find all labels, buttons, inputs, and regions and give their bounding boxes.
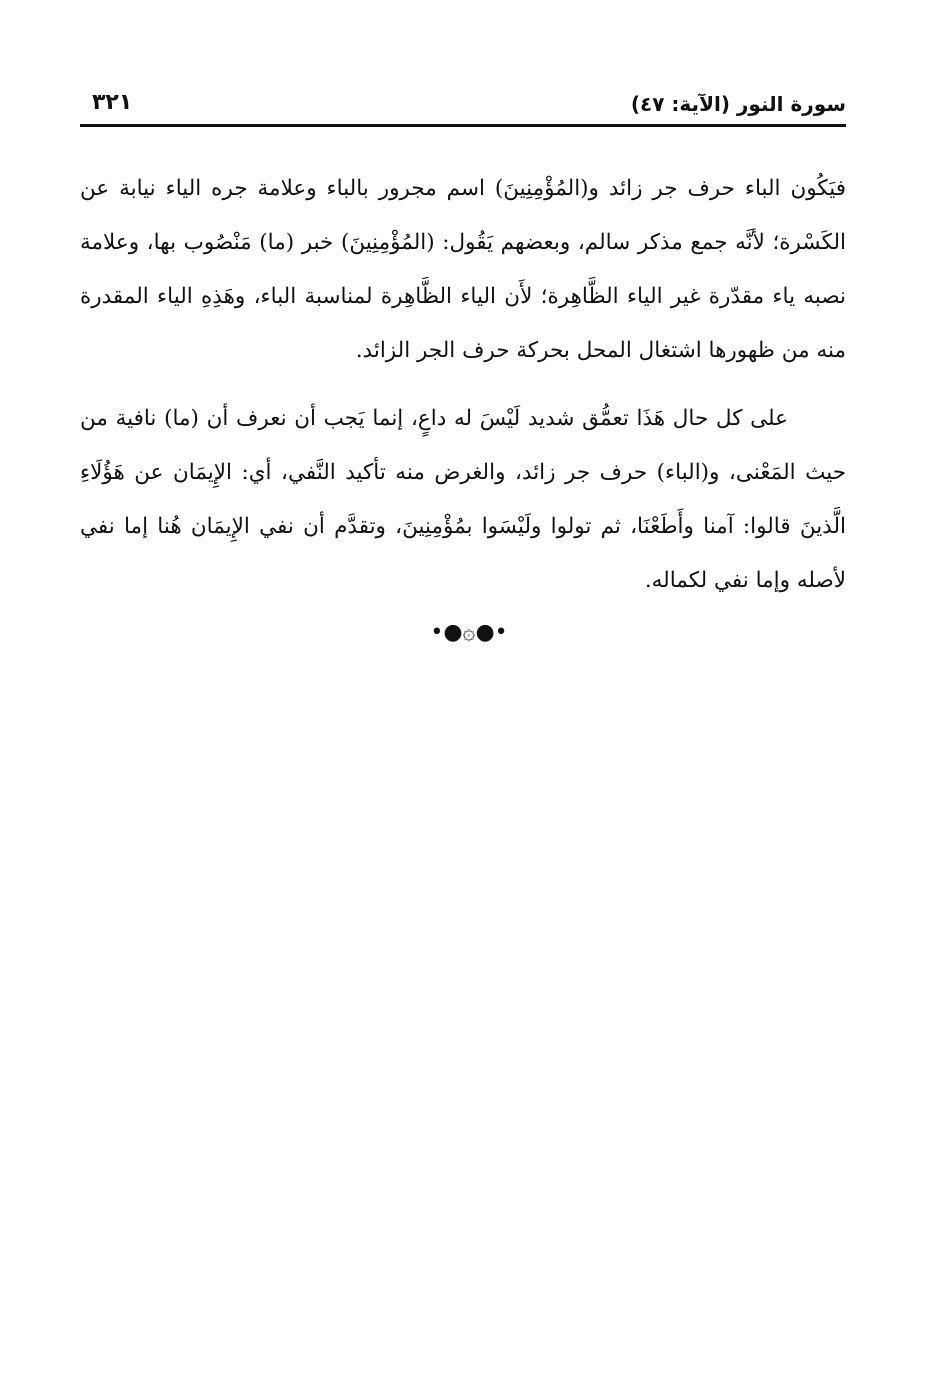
paragraph-2: على كل حال هَذَا تعمُّق شديد لَيْسَ له داعٍ، إنما يَجب أن نعرف أن (ما) نافية من حيث المَعْنى، و(الباء) حرف جر زائد، والغرض منه تأكيد النَّفي، أي: الإِيمَان عن هَؤُلَاءِ الَّذينَ قالوا: آمنا وأَطَعْنَا، ثم تولوا ولَيْسَوا بمُؤْمِنِينَ، وتقدَّم أن نفي الإِيمَان هُنا إما نفي لأصله وإما نفي لكماله. <box>80 406 846 593</box>
surah-title: سورة النور (الآية: ٤٧) <box>630 92 846 116</box>
header-divider <box>80 124 846 127</box>
paragraph-1: فيَكُون الباء حرف جر زائد و(المُؤْمِنِينَ) اسم مجرور بالباء وعلامة جره الياء نيابة عن الكَسْرة؛ لأنَّه جمع مذكر سالم، وبعضهم يَقُول: (المُؤْمِنِينَ) خبر (ما) مَنْصُوب بها، وعلامة نصبه ياء مقدّرة غير الياء الظَّاهِرة؛ لأَن الياء الظَّاهِرة لمناسبة الباء، وهَذِهِ الياء المقدرة منه من ظهورها اشتغال المحل بحركة حرف الجر الزائد. <box>80 176 846 363</box>
page-body <box>80 162 846 608</box>
end-ornament: •●۞●• <box>430 620 508 645</box>
page-header <box>80 84 846 124</box>
page-number: ٣٢١ <box>92 90 133 115</box>
